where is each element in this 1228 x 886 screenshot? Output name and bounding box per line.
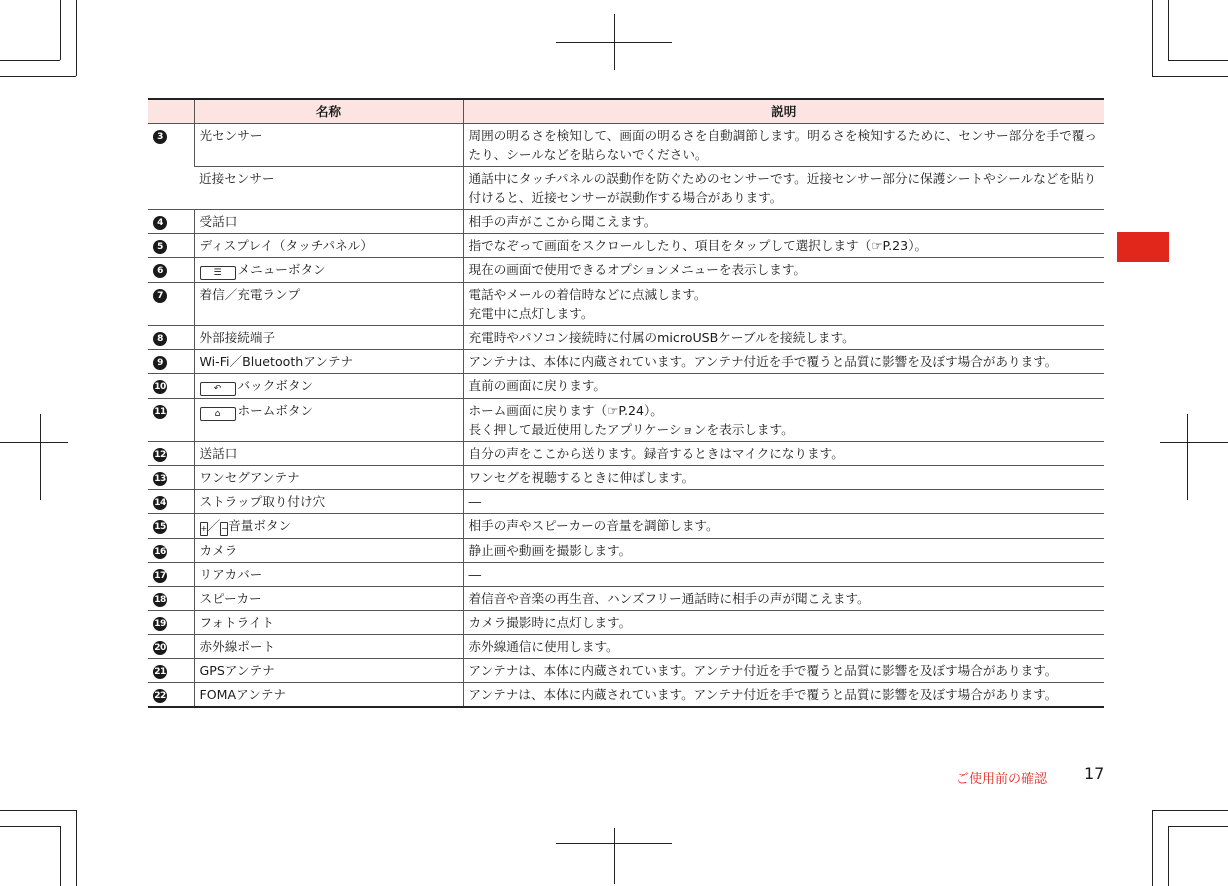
- crop-mark: [614, 828, 615, 884]
- number-badge: 6: [153, 264, 167, 278]
- number-badge: 13: [154, 473, 166, 484]
- number-badge: 3: [153, 130, 167, 144]
- row-number: [148, 563, 194, 587]
- row-number: [148, 442, 194, 466]
- part-description: 相手の声やスピーカーの音量を調節します。: [463, 514, 1104, 539]
- row-number: [148, 587, 194, 611]
- part-name: 近接センサー: [194, 167, 463, 210]
- crop-mark: [0, 810, 76, 811]
- description-line: 電話やメールの着信時などに点滅します。: [468, 287, 707, 302]
- part-name: スピーカー: [194, 587, 463, 611]
- part-name: カメラ: [194, 539, 463, 563]
- number-badge: 16: [154, 546, 166, 557]
- table-row: [148, 563, 1104, 587]
- part-description: カメラ撮影時に点灯します。: [463, 611, 1104, 635]
- part-name-text: バックボタン: [237, 378, 314, 393]
- table-row: [148, 124, 1104, 167]
- number-badge: 5: [153, 240, 167, 254]
- part-description: 自分の声をここから送ります。録音するときはマイクになります。: [463, 442, 1104, 466]
- table-row: [148, 350, 1104, 374]
- table-row: [148, 466, 1104, 490]
- back-key-icon: ↶: [200, 382, 236, 396]
- home-key-icon: ⌂: [200, 407, 236, 421]
- description-line: ホーム画面に戻ります（☞P.24）。: [468, 403, 663, 418]
- part-name: ディスプレイ（タッチパネル）: [194, 234, 463, 258]
- crop-mark: [1168, 60, 1228, 61]
- part-name-text: 音量ボタン: [228, 518, 292, 533]
- row-number: [148, 683, 194, 708]
- number-badge: 21: [154, 666, 166, 677]
- crop-mark: [614, 14, 615, 70]
- row-number: [148, 399, 194, 442]
- crop-mark: [1168, 826, 1169, 886]
- table-row: [148, 659, 1104, 683]
- part-name: ワンセグアンテナ: [194, 466, 463, 490]
- table-row: [148, 283, 1104, 326]
- part-description: [463, 399, 1104, 442]
- volume-down-key-icon: −: [220, 522, 228, 536]
- part-name: 着信／充電ランプ: [194, 283, 463, 326]
- part-name: 光センサー: [194, 124, 463, 167]
- part-description: 現在の画面で使用できるオプションメニューを表示します。: [463, 258, 1104, 283]
- part-description: 通話中にタッチパネルの誤動作を防ぐためのセンサーです。近接センサー部分に保護シートやシールなどを貼り付けると、近接センサーが誤動作する場合があります。: [463, 167, 1104, 210]
- part-name: 外部接続端子: [194, 326, 463, 350]
- section-title: ご使用前の確認: [956, 772, 1048, 787]
- table-row: [148, 514, 1104, 539]
- row-number: [148, 539, 194, 563]
- crop-mark: [1152, 810, 1228, 811]
- volume-separator: ／: [207, 518, 221, 533]
- table-row: [148, 399, 1104, 442]
- table-row: [148, 167, 1104, 210]
- part-description: アンテナは、本体に内蔵されています。アンテナ付近を手で覆うと品質に影響を及ぼす場合があります。: [463, 659, 1104, 683]
- table-row: [148, 539, 1104, 563]
- part-name: [194, 399, 463, 442]
- page-number: 17: [1084, 764, 1105, 783]
- part-description: 周囲の明るさを検知して、画面の明るさを自動調節します。明るさを検知するために、センサー部分を手で覆ったり、シールなどを貼らないでください。: [463, 124, 1104, 167]
- row-number: [148, 326, 194, 350]
- part-description: 赤外線通信に使用します。: [463, 635, 1104, 659]
- number-badge: 22: [154, 690, 166, 701]
- part-description: 充電時やパソコン接続時に付属のmicroUSBケーブルを接続します。: [463, 326, 1104, 350]
- number-badge: 19: [154, 618, 166, 629]
- row-number: [148, 466, 194, 490]
- number-badge: 8: [153, 332, 167, 346]
- part-description: ワンセグを視聴するときに伸ばします。: [463, 466, 1104, 490]
- part-description: アンテナは、本体に内蔵されています。アンテナ付近を手で覆うと品質に影響を及ぼす場合があります。: [463, 350, 1104, 374]
- number-badge: 12: [154, 449, 166, 460]
- row-number: [148, 374, 194, 399]
- number-badge: 10: [154, 381, 166, 392]
- crop-mark: [1168, 826, 1228, 827]
- number-badge: 11: [154, 406, 166, 417]
- header-name: 名称: [194, 99, 463, 124]
- part-description: 指でなぞって画面をスクロールしたり、項目をタップして選択します（☞P.23）。: [463, 234, 1104, 258]
- part-name: 送話口: [194, 442, 463, 466]
- row-number: [148, 234, 194, 258]
- crop-mark: [0, 76, 76, 77]
- crop-mark: [76, 0, 77, 76]
- parts-table: [148, 98, 1104, 708]
- crop-mark: [40, 414, 41, 500]
- row-number: [148, 611, 194, 635]
- volume-up-key-icon: +: [200, 522, 208, 536]
- row-number: [148, 659, 194, 683]
- table-row: [148, 210, 1104, 234]
- part-name: [194, 258, 463, 283]
- part-description: 直前の画面に戻ります。: [463, 374, 1104, 399]
- part-description: アンテナは、本体に内蔵されています。アンテナ付近を手で覆うと品質に影響を及ぼす場合があります。: [463, 683, 1104, 708]
- description-line: 長く押して最近使用したアプリケーションを表示します。: [468, 422, 794, 437]
- part-name: GPSアンテナ: [194, 659, 463, 683]
- header-description: 説明: [463, 99, 1104, 124]
- crop-mark: [1152, 810, 1153, 886]
- crop-mark: [0, 60, 60, 61]
- row-number: [148, 350, 194, 374]
- crop-mark: [60, 0, 61, 60]
- part-description: 相手の声がここから聞こえます。: [463, 210, 1104, 234]
- number-badge: 20: [154, 642, 166, 653]
- header-blank: [148, 99, 194, 124]
- part-name: Wi-Fi／Bluetoothアンテナ: [194, 350, 463, 374]
- crop-mark: [1152, 0, 1153, 76]
- part-name: リアカバー: [194, 563, 463, 587]
- number-badge: 7: [153, 289, 167, 303]
- number-badge: 15: [154, 521, 166, 532]
- crop-mark: [1187, 414, 1188, 500]
- table-row: [148, 234, 1104, 258]
- part-description: 静止画や動画を撮影します。: [463, 539, 1104, 563]
- table-row: [148, 611, 1104, 635]
- table-header-row: [148, 99, 1104, 124]
- crop-mark: [0, 442, 68, 443]
- part-name: 赤外線ポート: [194, 635, 463, 659]
- row-number: [148, 283, 194, 326]
- part-name-text: ホームボタン: [237, 403, 314, 418]
- table-row: [148, 635, 1104, 659]
- part-name: フォトライト: [194, 611, 463, 635]
- table-row: [148, 326, 1104, 350]
- part-name: [194, 374, 463, 399]
- number-badge: 9: [153, 356, 167, 370]
- row-number: [148, 210, 194, 234]
- table-row: [148, 587, 1104, 611]
- menu-key-icon: ☰: [200, 266, 236, 280]
- description-line: 充電中に点灯します。: [468, 306, 594, 321]
- part-name: ストラップ取り付け穴: [194, 490, 463, 514]
- part-name: FOMAアンテナ: [194, 683, 463, 708]
- number-badge: 4: [153, 216, 167, 230]
- table-row: [148, 490, 1104, 514]
- crop-mark: [0, 826, 60, 827]
- table-row: [148, 258, 1104, 283]
- crop-mark: [1160, 442, 1228, 443]
- part-name: [194, 514, 463, 539]
- table-row: [148, 374, 1104, 399]
- part-name-text: メニューボタン: [237, 262, 326, 277]
- row-number: [148, 490, 194, 514]
- number-badge: 17: [154, 570, 166, 581]
- number-badge: 18: [154, 594, 166, 605]
- chapter-index-tab: [1117, 232, 1169, 262]
- crop-mark: [60, 826, 61, 886]
- table-row: [148, 442, 1104, 466]
- row-number: [148, 635, 194, 659]
- part-description: [463, 283, 1104, 326]
- crop-mark: [76, 810, 77, 886]
- row-number: [148, 124, 194, 210]
- part-description: ―: [463, 490, 1104, 514]
- row-number: [148, 258, 194, 283]
- crop-mark: [1152, 76, 1228, 77]
- part-description: 着信音や音楽の再生音、ハンズフリー通話時に相手の声が聞こえます。: [463, 587, 1104, 611]
- crop-mark: [1168, 0, 1169, 60]
- table-row: [148, 683, 1104, 708]
- part-description: ―: [463, 563, 1104, 587]
- part-name: 受話口: [194, 210, 463, 234]
- row-number: [148, 514, 194, 539]
- number-badge: 14: [154, 497, 166, 508]
